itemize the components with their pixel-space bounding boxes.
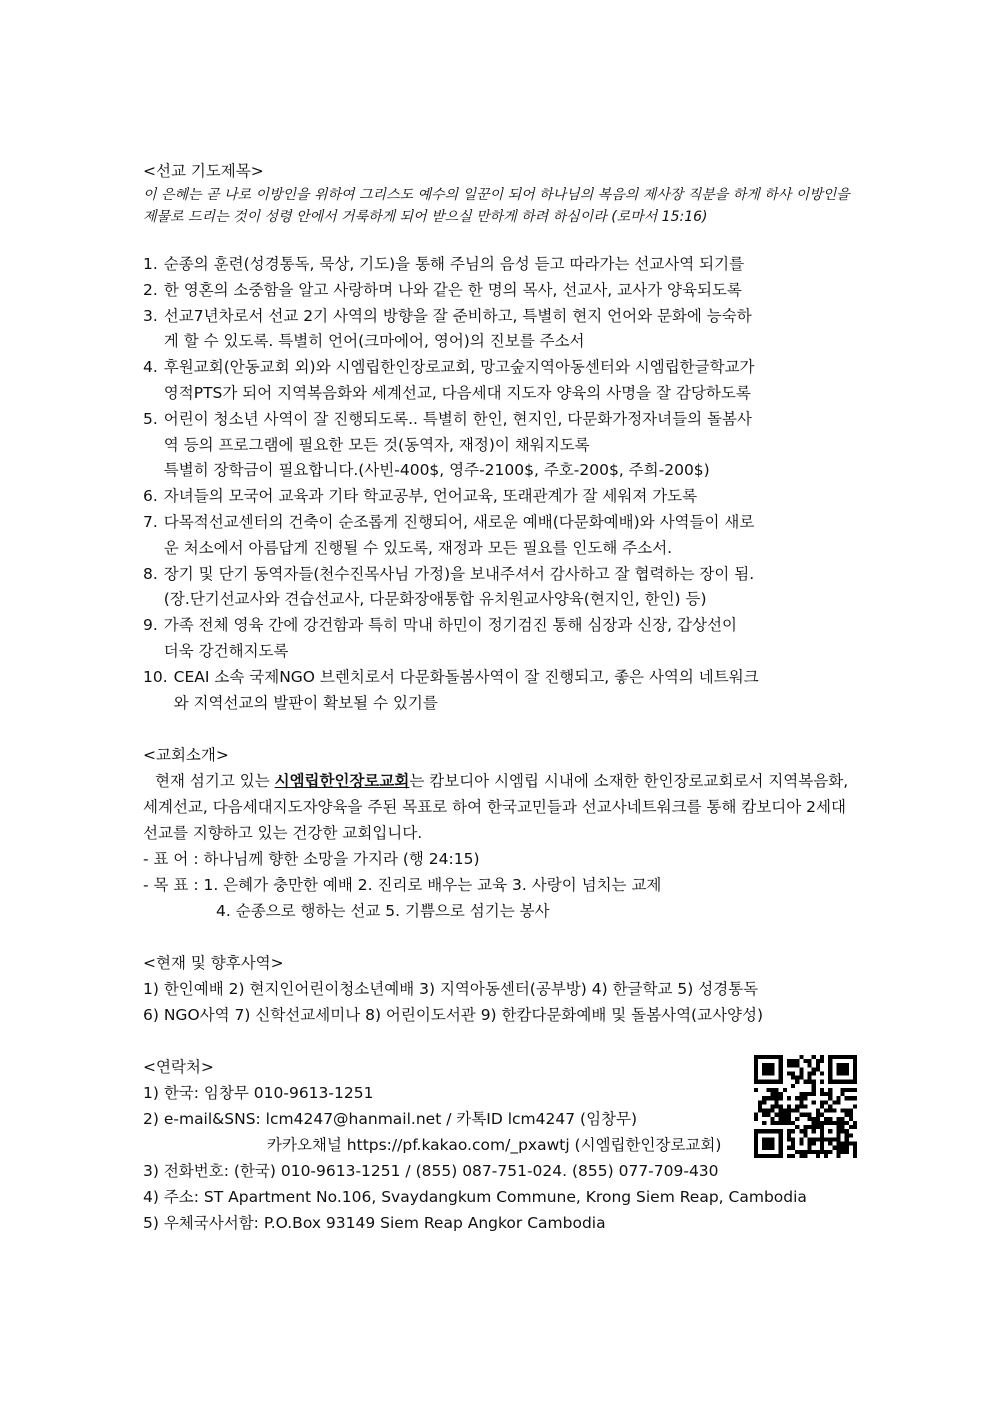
contact-phone: 3) 전화번호: (한국) 010-9613-1251 / (855) 087-751-024. (855) 077-709-430 — [143, 1162, 719, 1181]
church-intro — [143, 768, 859, 846]
prayer-item — [143, 304, 859, 356]
prayer-item-line: 특별히 장학금이 필요합니다.(사빈-400$, 영주-2100$, 주호-200$, 주희-200$) — [163, 461, 710, 480]
prayer-item-number: 5. — [143, 409, 158, 428]
prayer-item-number: 7. — [143, 512, 158, 531]
prayer-item-number: 2. — [143, 280, 158, 299]
prayer-item — [143, 484, 859, 510]
church-name: 시엠립한인장로교회 — [274, 772, 410, 791]
prayer-item-text — [164, 407, 859, 484]
prayer-heading: <선교 기도제목> — [143, 162, 264, 180]
prayer-item-line: 자녀들의 모국어 교육과 기타 학교공부, 언어교육, 또래관계가 잘 세워져 가도록 — [163, 487, 698, 506]
bible-verse: 이 은혜는 곧 나로 이방인을 위하여 그리스도 예수의 일꾼이 되어 하나님의 복음의 제사장 직분을 하게 하사 이방인을 제물로 드리는 것이 성령 안에서 거룩하게 되어 받으실 만하게 하려 하심이라 (로마서 15:16) — [143, 187, 850, 225]
prayer-item-number: 9. — [143, 616, 158, 635]
prayer-item-line: 선교7년차로서 선교 2기 사역의 방향을 잘 준비하고, 특별히 현지 언어와 문화에 능숙하 — [163, 306, 752, 325]
prayer-list — [143, 252, 859, 716]
church-heading: <교회소개> — [143, 746, 229, 765]
prayer-item-line: 후원교회(안동교회 외)와 시엠립한인장로교회, 망고숲지역아동센터와 시엠립한글학교가 — [163, 358, 755, 377]
document-page — [143, 158, 859, 1236]
contact-email: 2) e-mail&SNS: lcm4247@hanmail.net / 카톡ID lcm4247 (임창무) — [143, 1110, 638, 1129]
prayer-item-line: 다목적선교센터의 건축이 순조롭게 진행되어, 새로운 예배(다문화예배)와 사역들이 새로 — [163, 512, 755, 531]
prayer-item-text — [164, 613, 859, 665]
prayer-item — [143, 355, 859, 407]
church-goals-2: 4. 순종으로 행하는 선교 5. 기쁨으로 섬기는 봉사 — [216, 902, 550, 921]
prayer-item-text — [164, 562, 859, 614]
prayer-item-line: 운 처소에서 아름답게 진행될 수 있도록, 재정과 모든 필요를 인도해 주소서. — [163, 538, 673, 557]
prayer-item-number: 6. — [143, 487, 158, 506]
ministry-line-2: 6) NGO사역 7) 신학선교세미나 8) 어린이도서관 9) 한캄다문화예배 및 돌봄사역(교사양성) — [143, 1006, 764, 1025]
prayer-item-text — [164, 278, 859, 304]
contact-pobox: 5) 우체국사서함: P.O.Box 93149 Siem Reap Angkor Cambodia — [143, 1214, 606, 1233]
intro-text-cont: 는 캄보디아 시엠립 시내에 소재한 한인장로교회로서 지역복음화, 세계선교, 다음세대지도자양육을 주된 목표로 하여 한국교민들과 선교사네트워크를 통해 캄보디아 2세대 선교를 지향하고 있는 건강한 교회입니다. — [143, 772, 849, 843]
prayer-item — [143, 613, 859, 665]
prayer-item-line: 게 할 수 있도록. 특별히 언어(크마에어, 영어)의 진보를 주소서 — [163, 332, 585, 351]
prayer-item — [143, 407, 859, 484]
prayer-item-line: 순종의 훈련(성경통독, 묵상, 기도)을 통해 주님의 음성 듣고 따라가는 선교사역 되기를 — [163, 255, 745, 273]
prayer-item — [143, 278, 859, 304]
prayer-item-text — [174, 665, 859, 717]
contact-kakao: 카카오채널 https://pf.kakao.com/_pxawtj (시엠립한인장로교회) — [267, 1136, 722, 1155]
ministry-line-1: 1) 한인예배 2) 현지인어린이청소년예배 3) 지역아동센터(공부방) 4) 한글학교 5) 성경통독 — [143, 980, 759, 999]
prayer-item-line: 장기 및 단기 동역자들(천수진목사님 가정)을 보내주셔서 감사하고 잘 협력하는 장이 됨. — [163, 564, 755, 583]
prayer-item-line: CEAI 소속 국제NGO 브렌치로서 다문화돌봄사역이 잘 진행되고, 좋은 사역의 네트워크 — [173, 667, 759, 686]
prayer-item-number: 10. — [143, 667, 168, 686]
church-goals-1: - 목 표 : 1. 은혜가 충만한 예배 2. 진리로 배우는 교육 3. 사랑이 넘치는 교제 — [143, 876, 662, 895]
ministry-heading: <현재 및 향후사역> — [143, 954, 284, 973]
contact-heading: <연락처> — [143, 1058, 214, 1077]
prayer-item-text — [164, 252, 859, 278]
prayer-item-text — [164, 510, 859, 562]
prayer-item-line: 와 지역선교의 발판이 확보될 수 있기를 — [173, 693, 438, 712]
prayer-item — [143, 562, 859, 614]
prayer-item-line: 더욱 강건해지도록 — [163, 641, 289, 660]
prayer-item-number: 3. — [143, 306, 158, 325]
prayer-item-number: 4. — [143, 358, 158, 377]
prayer-item-number: 1. — [143, 255, 158, 273]
prayer-item — [143, 252, 859, 278]
prayer-item — [143, 665, 859, 717]
prayer-item-line: 가족 전체 영육 간에 강건함과 특히 막내 하민이 정기검진 통해 심장과 신장, 갑상선이 — [163, 616, 737, 635]
prayer-item-line: (장.단기선교사와 견습선교사, 다문화장애통합 유치원교사양육(현지인, 한인) 등) — [163, 590, 707, 609]
contact-korea: 1) 한국: 임창무 010-9613-1251 — [143, 1084, 374, 1103]
prayer-item-line: 한 영혼의 소중함을 알고 사랑하며 나와 같은 한 명의 목사, 선교사, 교사가 양육되도록 — [163, 280, 742, 299]
contact-address: 4) 주소: ST Apartment No.106, Svaydangkum Commune, Krong Siem Reap, Cambodia — [143, 1188, 807, 1207]
prayer-item-text — [164, 304, 859, 356]
prayer-item-line: 영적PTS가 되어 지역복음화와 세계선교, 다음세대 지도자 양육의 사명을 잘 감당하도록 — [163, 383, 751, 402]
church-motto: - 표 어 : 하나님께 향한 소망을 가지라 (행 24:15) — [143, 850, 480, 869]
prayer-item-line: 역 등의 프로그램에 필요한 모든 것(동역자, 재정)이 채워지도록 — [163, 435, 590, 454]
prayer-item-text — [164, 355, 859, 407]
intro-text: 현재 섬기고 있는 — [155, 772, 275, 791]
prayer-item-text — [164, 484, 859, 510]
prayer-item-line: 어린이 청소년 사역이 잘 진행되도록.. 특별히 한인, 현지인, 다문화가정자녀들의 돌봄사 — [163, 409, 752, 428]
prayer-item-number: 8. — [143, 564, 158, 583]
qr-code-icon[interactable] — [754, 1055, 857, 1158]
prayer-item — [143, 510, 859, 562]
